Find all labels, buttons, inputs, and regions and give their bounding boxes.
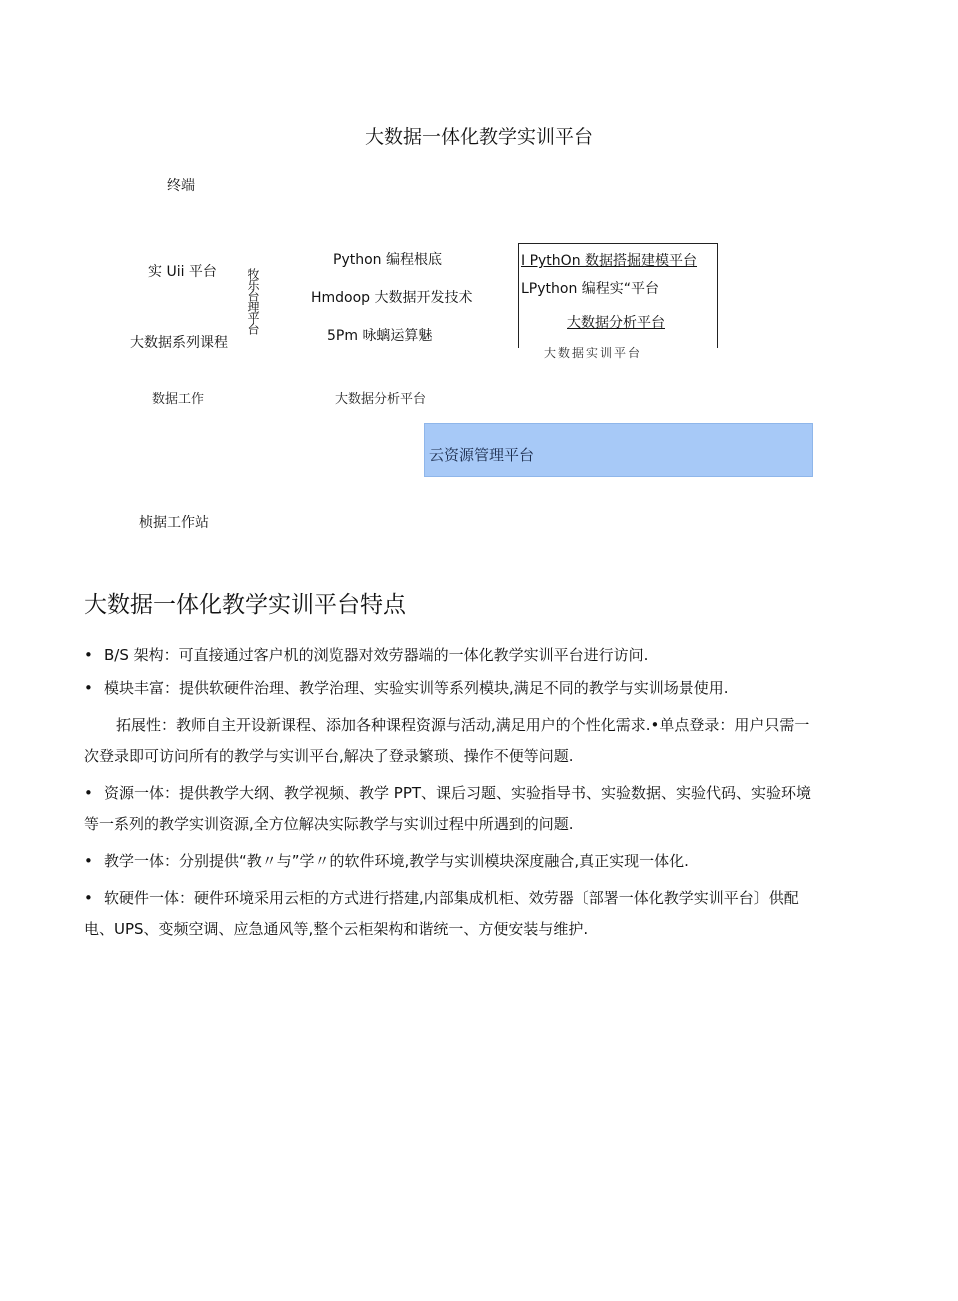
feature-text: 拓展性：教师自主开设新课程、添加各种课程资源与活动,满足用户的个性化需求.•单点登录：用户只需一次登录即可访问所有的教学与实训平台,解决了登录繁琐、操作不便等问题.: [84, 716, 810, 765]
bullet-mark: •: [84, 784, 93, 802]
bullet-mark: •: [84, 646, 93, 664]
platform-box: [518, 243, 718, 360]
feature-text: 教学一体：分别提供“教〃与”学〃的软件环境,教学与实训模块深度融合,真正实现一体化.: [104, 852, 689, 870]
feature-item: [84, 640, 814, 671]
feature-item: [84, 673, 814, 704]
feature-text: 软硬件一体：硬件环境采用云柜的方式进行搭建,内部集成机柜、效劳器〔部署一体化教学实训平台〕供配电、UPS、变频空调、应急通风等,整个云柜架构和谐统一、方便安装与维护.: [84, 889, 799, 938]
feature-item: [84, 846, 814, 877]
training-platform-label: 实 Uii 平台: [148, 264, 217, 280]
feature-item: [84, 710, 814, 772]
bullet-mark: •: [84, 679, 93, 697]
feature-item: [84, 883, 814, 945]
terminal-label: 终端: [167, 178, 195, 194]
workstation-label: 桢据工作站: [139, 515, 209, 531]
diagram-title: 大数据一体化教学实训平台: [364, 126, 593, 148]
bullet-mark: •: [84, 852, 93, 870]
feature-text: 模块丰富：提供软硬件治理、教学治理、实验实训等系列模块,满足不同的教学与实训场景使用.: [104, 679, 729, 697]
platform-row-datamining: I PythOn 数据搭掘建模平台: [521, 253, 698, 269]
platform-row-clipped: 大数据实训平台: [544, 346, 643, 360]
course-spark: 5Pm 咏螭运算魅: [327, 328, 433, 344]
bullet-mark: •: [84, 889, 93, 907]
course-python: Python 编程根底: [333, 252, 442, 268]
vertical-platform-label: 牧乐台理平台: [246, 268, 260, 334]
feature-text: B/S 架构：可直接通过客户机的浏览器对效劳器端的一体化教学实训平台进行访问.: [104, 646, 649, 664]
feature-text: 资源一体：提供教学大纲、教学视频、教学 PPT、课后习题、实验指导书、实验数据、实验代码、实验环境等一系列的教学实训资源,全方位解决实际教学与实训过程中所遇到的问题.: [84, 784, 812, 833]
platform-row-python: LPython 编程实“平台: [521, 281, 660, 297]
cloud-management-box: [424, 423, 813, 477]
platform-row-analysis: 大数据分析平台: [567, 315, 665, 331]
feature-item: [84, 778, 814, 840]
cut-text-left: 数据工作: [152, 392, 205, 407]
course-hadoop: Hmdoop 大数据开发技术: [311, 290, 473, 306]
cut-text-middle: 大数据分析平台: [335, 392, 427, 407]
section-title: 大数据一体化教学实训平台特点: [84, 592, 406, 618]
course-series-label: 大数据系列课程: [130, 335, 228, 351]
cloud-management-label: 云资源管理平台: [429, 446, 535, 464]
feature-list: [84, 640, 814, 947]
